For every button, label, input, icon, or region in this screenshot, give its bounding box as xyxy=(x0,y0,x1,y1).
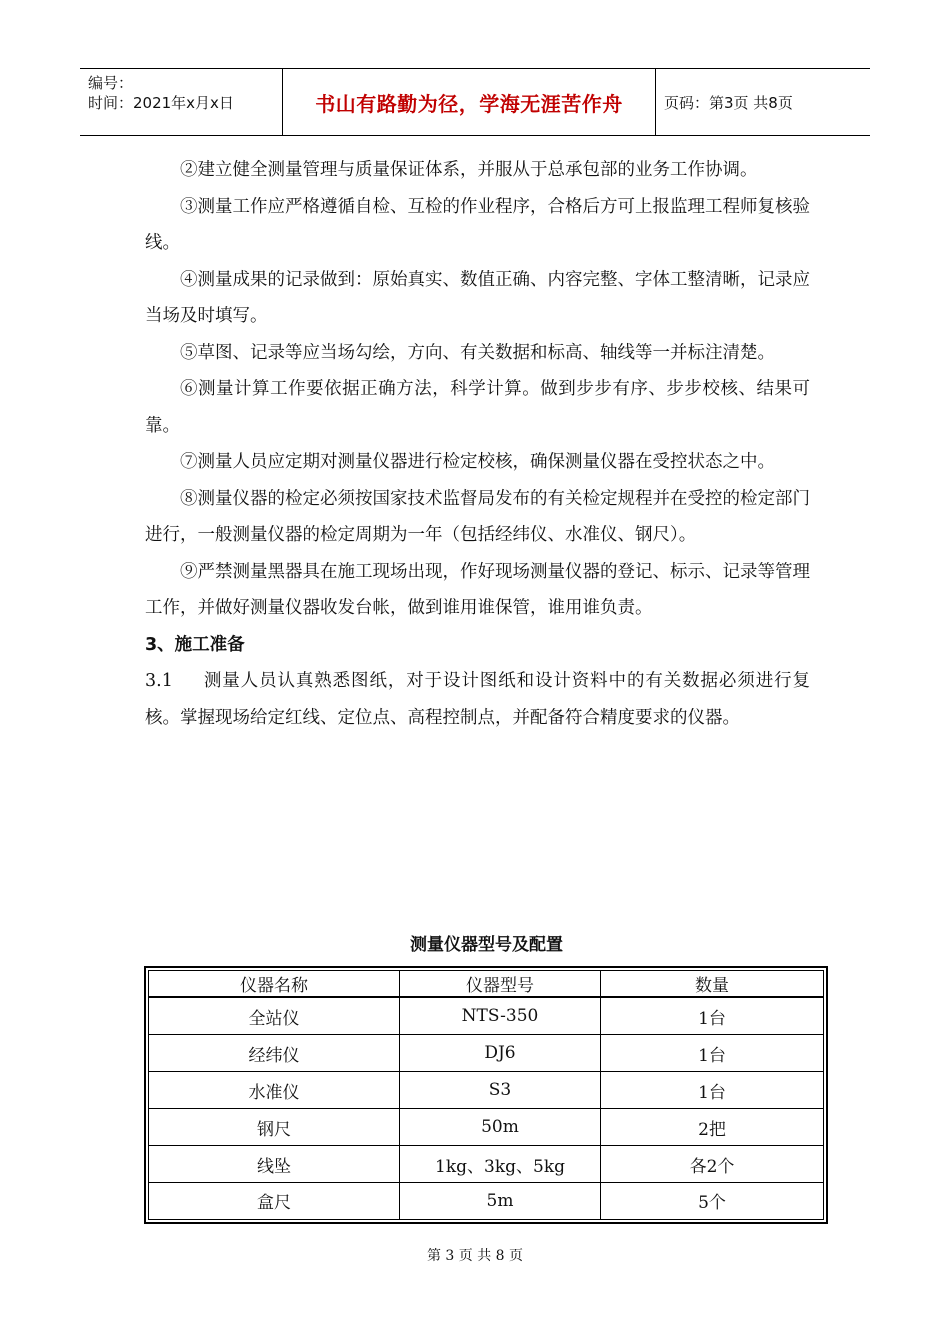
table-cell: 5m xyxy=(400,1182,601,1219)
paragraph-item-2: ②建立健全测量管理与质量保证体系，并服从于总承包部的业务工作协调。 xyxy=(180,160,758,180)
header-page-number: 页码：第3页 共8页 xyxy=(664,93,793,112)
table-cell: 1台 xyxy=(601,1035,824,1072)
table-cell: 1台 xyxy=(601,1072,824,1109)
page-footer: 第 3 页 共 8 页 xyxy=(426,1248,524,1264)
table-cell: 水准仪 xyxy=(149,1072,400,1109)
table-cell: S3 xyxy=(400,1072,601,1109)
paragraph-item-3: ③测量工作应严格遵循自检、互检的作业程序，合格后方可上报监理工程师复核验线。 xyxy=(145,196,810,253)
table-cell: DJ6 xyxy=(400,1035,601,1072)
paragraph-item-9: ⑨严禁测量黑器具在施工现场出现，作好现场测量仪器的登记、标示、记录等管理工作，并做好测量仪器收发台帐，做到谁用谁保管，谁用谁负责。 xyxy=(145,561,810,618)
instrument-table-grid xyxy=(148,970,824,1220)
table-row xyxy=(149,1182,824,1219)
paragraph-item-5: ⑤草图、记录等应当场勾绘，方向、有关数据和标高、轴线等一并标注清楚。 xyxy=(180,342,775,363)
table-cell: NTS-350 xyxy=(400,997,601,1035)
table-cell: 盒尺 xyxy=(149,1182,400,1219)
table-cell: 线坠 xyxy=(149,1146,400,1183)
table-cell: 5个 xyxy=(601,1182,824,1219)
table-cell: 1台 xyxy=(601,997,824,1035)
table-row xyxy=(149,1109,824,1146)
document-number-label: 编号： xyxy=(88,74,134,92)
paragraph-item-8: ⑧测量仪器的检定必须按国家技术监督局发布的有关检定规程并在受控的检定部门进行，一般测量仪器的检定周期为一年（包括经纬仪、水准仪、钢尺）。 xyxy=(145,488,810,545)
document-time-label: 时间：2021年x月x日 xyxy=(88,94,234,112)
table-cell: 钢尺 xyxy=(149,1109,400,1146)
column-header-name: 仪器名称 xyxy=(149,971,400,998)
document-body xyxy=(145,152,810,736)
paragraph-item-6: ⑥测量计算工作要依据正确方法，科学计算。做到步步有序、步步校核、结果可靠。 xyxy=(145,379,810,436)
paragraph-3-1-text: 测量人员认真熟悉图纸，对于设计图纸和设计资料中的有关数据必须进行复核。掌握现场给定红线、定位点、高程控制点，并配备符合精度要求的仪器。 xyxy=(145,671,810,728)
section-heading: 3、施工准备 xyxy=(145,634,245,655)
table-cell: 经纬仪 xyxy=(149,1035,400,1072)
header-info xyxy=(80,69,283,135)
header-motto: 书山有路勤为径，学海无涯苦作舟 xyxy=(283,69,656,135)
table-row xyxy=(149,997,824,1035)
paragraph-3-1 xyxy=(145,663,810,736)
table-cell: 全站仪 xyxy=(149,997,400,1035)
table-cell: 1kg、3kg、5kg xyxy=(400,1146,601,1183)
paragraph-item-7: ⑦测量人员应定期对测量仪器进行检定校核，确保测量仪器在受控状态之中。 xyxy=(180,452,775,472)
instrument-table xyxy=(144,966,828,1224)
column-header-model: 仪器型号 xyxy=(400,971,601,998)
table-cell: 50m xyxy=(400,1109,601,1146)
paragraph-number: 3.1 xyxy=(145,671,173,691)
table-row xyxy=(149,1146,824,1183)
table-row xyxy=(149,1035,824,1072)
table-cell: 2把 xyxy=(601,1109,824,1146)
paragraph-item-4: ④测量成果的记录做到：原始真实、数值正确、内容完整、字体工整清晰，记录应当场及时填写。 xyxy=(145,269,810,326)
table-cell: 各2个 xyxy=(601,1146,824,1183)
table-caption: 测量仪器型号及配置 xyxy=(410,935,563,955)
table-row xyxy=(149,1072,824,1109)
table-header-row xyxy=(149,971,824,998)
page-header xyxy=(80,68,870,136)
column-header-quantity: 数量 xyxy=(601,971,824,998)
